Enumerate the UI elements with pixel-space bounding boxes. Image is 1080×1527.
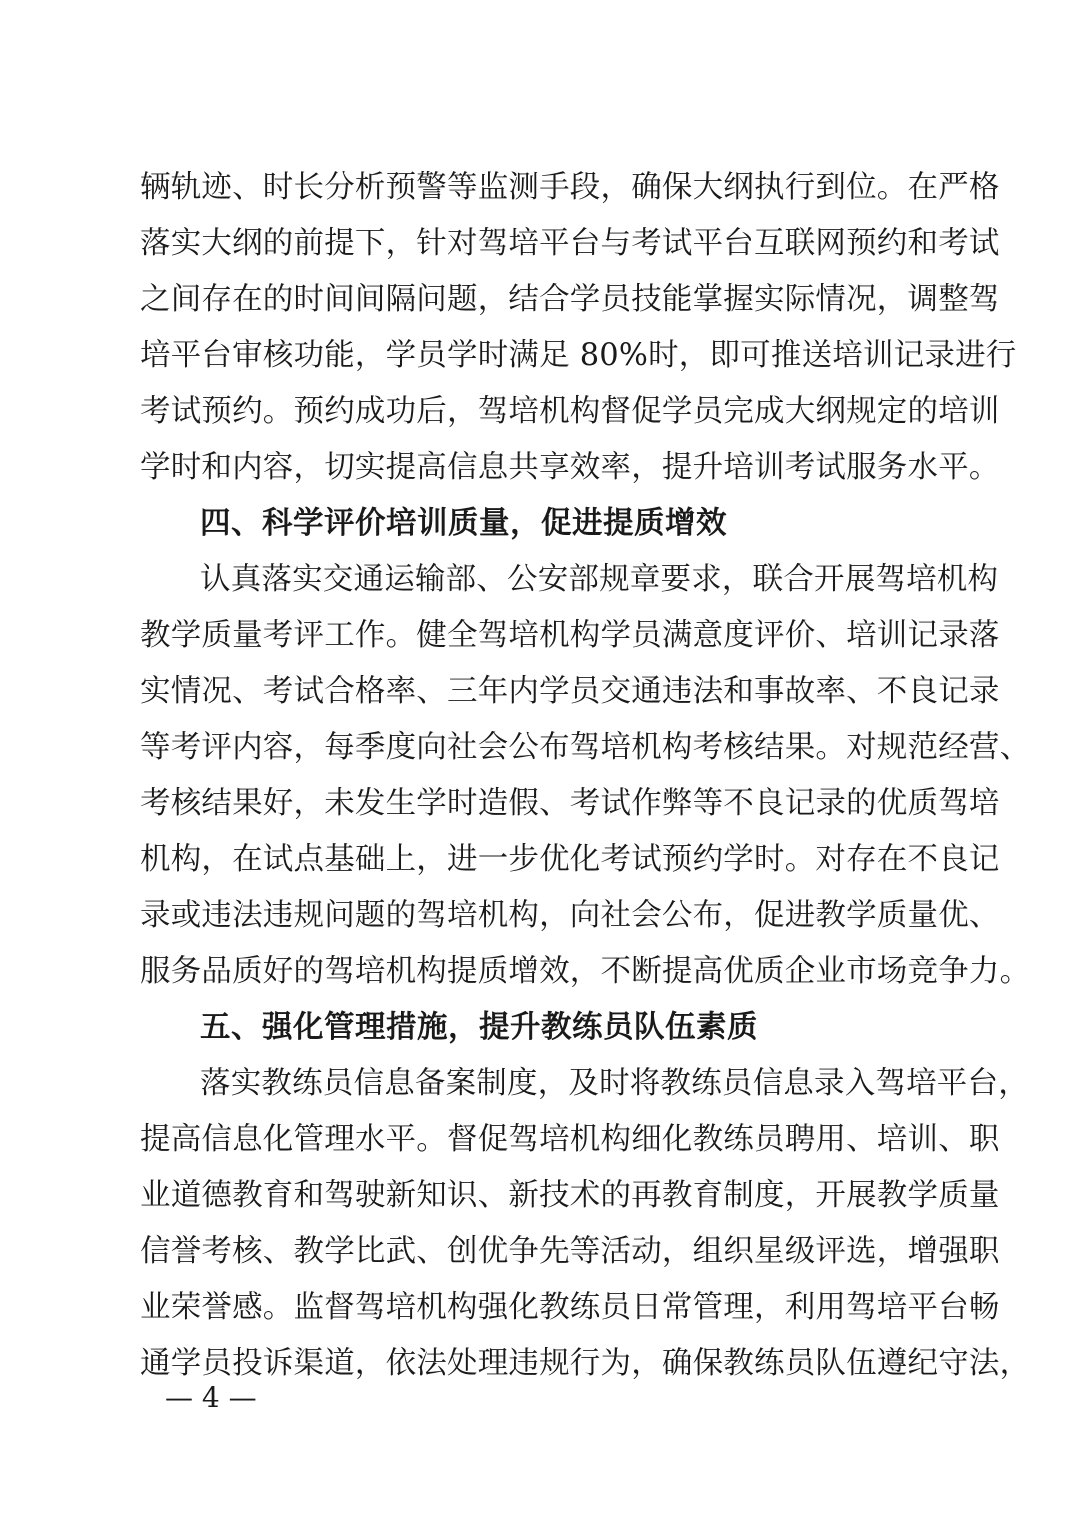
paragraph-line: 机构，在试点基础上，进一步优化考试预约学时。对存在不良记 <box>140 842 1000 877</box>
paragraph-line: 提高信息化管理水平。督促驾培机构细化教练员聘用、培训、职 <box>140 1122 1000 1157</box>
paragraph-line: 实情况、考试合格率、三年内学员交通违法和事故率、不良记录 <box>140 674 1000 709</box>
paragraph-line: 辆轨迹、时长分析预警等监测手段，确保大纲执行到位。在严格 <box>140 170 1000 205</box>
paragraph-line: 落实大纲的前提下，针对驾培平台与考试平台互联网预约和考试 <box>140 226 1000 261</box>
paragraph-line: 认真落实交通运输部、公安部规章要求，联合开展驾培机构 <box>200 562 999 597</box>
paragraph-line: 培平台审核功能，学员学时满足 80%时，即可推送培训记录进行 <box>140 338 1017 373</box>
paragraph-line: 业荣誉感。监督驾培机构强化教练员日常管理，利用驾培平台畅 <box>140 1290 1000 1325</box>
paragraph-line: 等考评内容，每季度向社会公布驾培机构考核结果。对规范经营、 <box>140 730 1031 765</box>
paragraph-line: 录或违法违规问题的驾培机构，向社会公布，促进教学质量优、 <box>140 898 1000 933</box>
paragraph-line: 之间存在的时间间隔问题，结合学员技能掌握实际情况，调整驾 <box>140 282 1000 317</box>
paragraph-line: 服务品质好的驾培机构提质增效，不断提高优质企业市场竞争力。 <box>140 954 1031 989</box>
paragraph-line: 信誉考核、教学比武、创优争先等活动，组织星级评选，增强职 <box>140 1234 1000 1269</box>
section-heading-5: 五、强化管理措施，提升教练员队伍素质 <box>200 1010 758 1045</box>
page-number: — 4 — <box>165 1381 257 1414</box>
paragraph-line: 学时和内容，切实提高信息共享效率，提升培训考试服务水平。 <box>140 450 1000 485</box>
paragraph-line: 考核结果好，未发生学时造假、考试作弊等不良记录的优质驾培 <box>140 786 1000 821</box>
section-heading-4: 四、科学评价培训质量，促进提质增效 <box>200 506 727 541</box>
paragraph-line: 通学员投诉渠道，依法处理违规行为，确保教练员队伍遵纪守法， <box>140 1346 1031 1381</box>
paragraph-line: 业道德教育和驾驶新知识、新技术的再教育制度，开展教学质量 <box>140 1178 1000 1213</box>
paragraph-line: 落实教练员信息备案制度，及时将教练员信息录入驾培平台， <box>200 1066 1029 1101</box>
paragraph-line: 考试预约。预约成功后，驾培机构督促学员完成大纲规定的培训 <box>140 394 1000 429</box>
paragraph-line: 教学质量考评工作。健全驾培机构学员满意度评价、培训记录落 <box>140 618 1000 653</box>
